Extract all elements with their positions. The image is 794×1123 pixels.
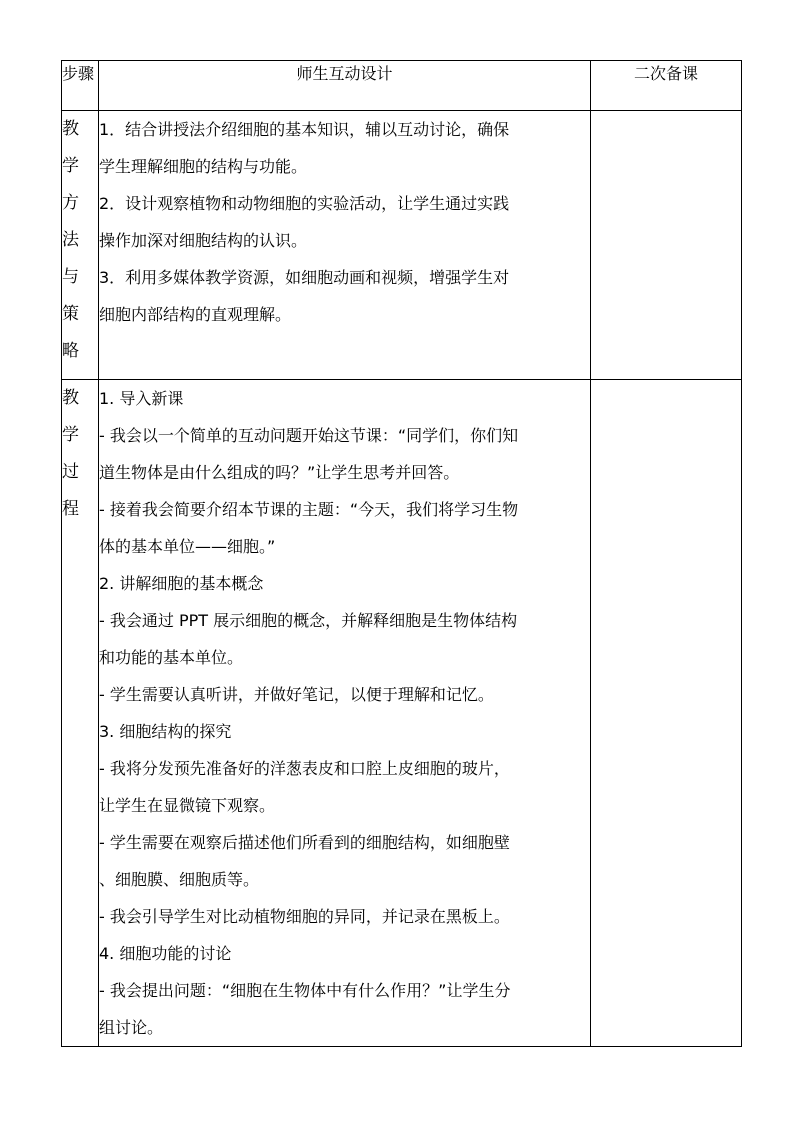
- process-line: 和功能的基本单位。: [99, 648, 244, 667]
- methods-line: 操作加深对细胞结构的认识。: [99, 231, 308, 250]
- methods-label-char: 方: [62, 193, 79, 213]
- process-label-char: 程: [62, 499, 79, 519]
- process-line: 让学生在显微镜下观察。: [99, 796, 276, 815]
- process-line: 体的基本单位——细胞。”: [99, 537, 276, 556]
- process-content: [99, 380, 591, 1047]
- methods-label-char: 略: [62, 341, 79, 361]
- header-step: 步骤: [62, 61, 99, 111]
- section-heading: 1. 导入新课: [99, 389, 184, 408]
- section-heading: 3. 细胞结构的探究: [99, 722, 232, 741]
- methods-label-char: 法: [62, 230, 79, 250]
- methods-label-char: 策: [62, 304, 79, 324]
- process-line: 、细胞膜、细胞质等。: [99, 870, 260, 889]
- methods-second-prep-cell: [591, 111, 742, 380]
- table-header-row: [62, 61, 742, 111]
- table-row-process: [62, 380, 742, 1047]
- table-row-methods: [62, 111, 742, 380]
- process-line: 道生物体是由什么组成的吗？”让学生思考并回答。: [99, 463, 460, 482]
- process-line: - 我会以一个简单的互动问题开始这节课：“同学们，你们知: [99, 426, 519, 445]
- methods-label: [62, 111, 99, 380]
- methods-line: 1．结合讲授法介绍细胞的基本知识，辅以互动讨论，确保: [99, 120, 510, 139]
- methods-line: 2．设计观察植物和动物细胞的实验活动，让学生通过实践: [99, 194, 510, 213]
- process-line: - 学生需要在观察后描述他们所看到的细胞结构，如细胞壁: [99, 833, 510, 852]
- process-line: - 我会提出问题：“细胞在生物体中有什么作用？”让学生分: [99, 981, 511, 1000]
- methods-line: 学生理解细胞的结构与功能。: [99, 157, 308, 176]
- methods-content: [99, 111, 591, 380]
- methods-label-char: 与: [62, 267, 79, 287]
- process-second-prep-cell: [591, 380, 742, 1047]
- process-label-char: 过: [62, 462, 79, 482]
- methods-label-char: 学: [62, 156, 79, 176]
- header-second-prep: 二次备课: [591, 61, 742, 111]
- section-heading: 2. 讲解细胞的基本概念: [99, 574, 264, 593]
- process-label-char: 教: [62, 388, 79, 408]
- process-line: - 接着我会简要介绍本节课的主题：“今天，我们将学习生物: [99, 500, 519, 519]
- methods-label-char: 教: [62, 119, 79, 139]
- process-line: - 学生需要认真听讲，并做好笔记，以便于理解和记忆。: [99, 685, 494, 704]
- process-line: - 我会通过 PPT 展示细胞的概念，并解释细胞是生物体结构: [99, 611, 518, 630]
- header-design: 师生互动设计: [99, 61, 591, 111]
- process-label-char: 学: [62, 425, 79, 445]
- section-heading: 4. 细胞功能的讨论: [99, 944, 232, 963]
- process-label: [62, 380, 99, 1047]
- process-line: - 我将分发预先准备好的洋葱表皮和口腔上皮细胞的玻片，: [99, 759, 510, 778]
- process-line: - 我会引导学生对比动植物细胞的异同，并记录在黑板上。: [99, 907, 510, 926]
- methods-line: 细胞内部结构的直观理解。: [99, 305, 292, 324]
- process-line: 组讨论。: [99, 1018, 164, 1037]
- lesson-plan-table: [61, 60, 742, 1047]
- methods-line: 3．利用多媒体教学资源，如细胞动画和视频，增强学生对: [99, 268, 510, 287]
